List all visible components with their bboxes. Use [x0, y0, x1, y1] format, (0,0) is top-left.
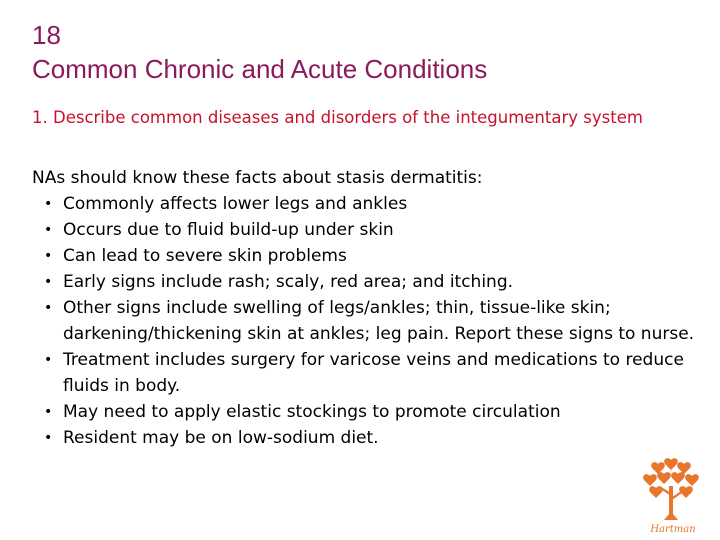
- slide-title: [32, 18, 487, 86]
- bullet-text: Resident may be on low-sodium diet.: [63, 428, 379, 448]
- bullet-text: Can lead to severe skin problems: [63, 246, 347, 266]
- bullet-item: [32, 269, 702, 295]
- bullet-item: [32, 191, 702, 217]
- bullet-list: [32, 191, 702, 451]
- bullet-dot-icon: •: [44, 248, 53, 264]
- bullet-item: [32, 425, 702, 451]
- bullet-item: [32, 347, 702, 399]
- bullet-text: Occurs due to fluid build-up under skin: [63, 220, 394, 240]
- bullet-dot-icon: •: [44, 430, 53, 446]
- chapter-number: 18: [32, 20, 61, 50]
- logo-text: Hartman: [650, 524, 696, 535]
- bullet-text: Other signs include swelling of legs/ankles; thin, tissue-like skin; darkening/thickening skin at ankles; leg pain. Report these signs to nurse.: [63, 298, 695, 344]
- bullet-dot-icon: •: [44, 404, 53, 420]
- bullet-dot-icon: •: [44, 222, 53, 238]
- bullet-dot-icon: •: [44, 300, 53, 316]
- chapter-title: Common Chronic and Acute Conditions: [32, 54, 488, 84]
- bullet-text: Commonly affects lower legs and ankles: [63, 194, 408, 214]
- bullet-item: [32, 399, 702, 425]
- bullet-dot-icon: •: [44, 274, 53, 290]
- bullet-item: [32, 295, 702, 347]
- tree-hearts-icon: [638, 456, 708, 536]
- hartman-logo: [638, 456, 708, 536]
- bullet-dot-icon: •: [44, 352, 53, 368]
- learning-objective: 1. Describe common diseases and disorders of the integumentary system: [32, 108, 643, 127]
- bullet-text: Early signs include rash; scaly, red area; and itching.: [63, 272, 514, 292]
- bullet-item: [32, 217, 702, 243]
- bullet-text: May need to apply elastic stockings to promote circulation: [63, 402, 561, 422]
- bullet-dot-icon: •: [44, 196, 53, 212]
- intro-text: NAs should know these facts about stasis dermatitis:: [32, 168, 483, 188]
- bullet-item: [32, 243, 702, 269]
- bullet-text: Treatment includes surgery for varicose veins and medications to reduce fluids in body.: [63, 350, 684, 396]
